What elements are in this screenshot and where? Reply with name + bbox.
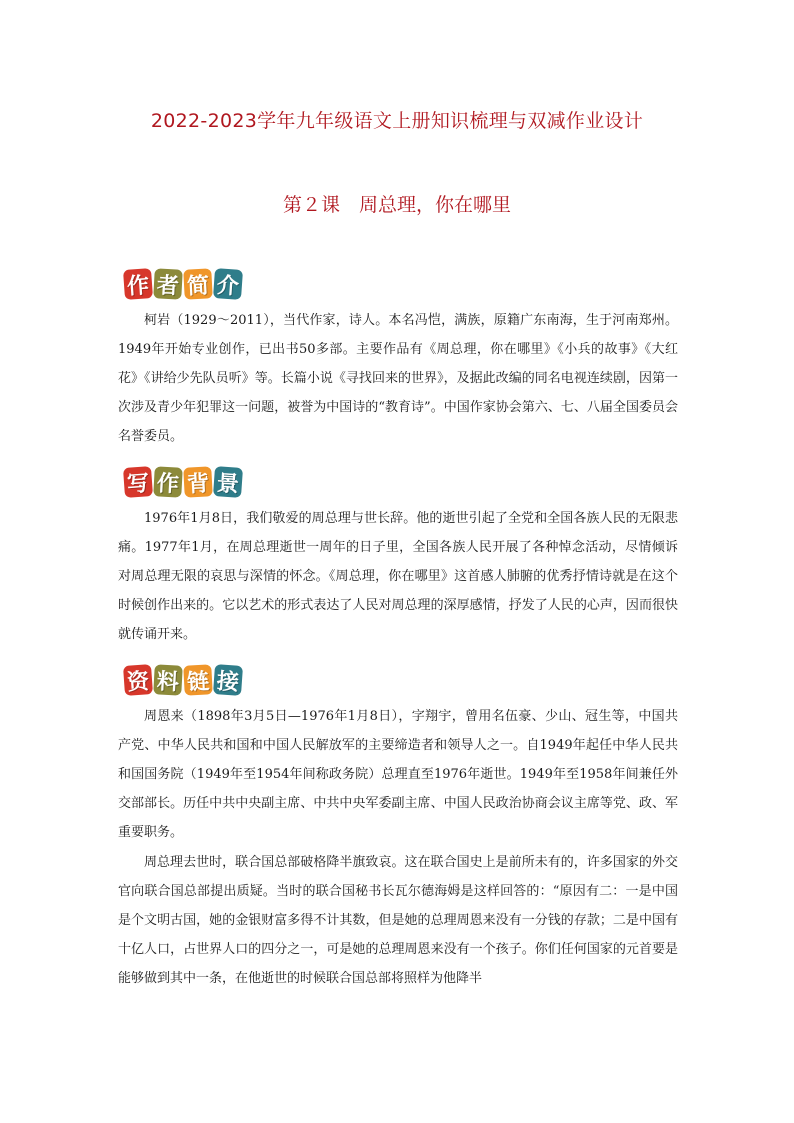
heading-tile: 接 (213, 664, 243, 696)
heading-tile: 料 (153, 664, 183, 695)
heading-tile: 背 (183, 466, 213, 497)
lesson-title: 第２课 周总理，你在哪里 (282, 194, 511, 216)
section-heading-writing-background (124, 464, 244, 500)
heading-tile: 写 (123, 466, 153, 498)
zhou-enlai-bio-paragraph: 周恩来（1898年3月5日—1976年1月8日），字翔宇，曾用名伍豪、少山、冠生等，中国共产党、中华人民共和国和中国人民解放军的主要缔造者和领导人之一。自1949年起任中华人民共和国国务院（1949年至1954年间称政务院）总理直至1976年逝世。1949年至1958年间兼任外交部部长。历任中共中央副主席、中共中央军委副主席、中国人民政治协商会议主席等党、政、军重要职务。 (118, 709, 678, 840)
heading-tile: 介 (213, 268, 243, 300)
un-flag-anecdote-paragraph: 周总理去世时，联合国总部破格降半旗致哀。这在联合国史上是前所未有的，许多国家的外交官向联合国总部提出质疑。当时的联合国秘书长瓦尔德海姆是这样回答的：“原因有二：一是中国是个文明古国，她的金银财富多得不计其数，但是她的总理周恩来没有一分钱的存款；二是中国有十亿人口，占世界人口的四分之一，可是她的总理周恩来没有一个孩子。你们任何国家的元首要是能够做到其中一条，在他逝世的时候联合国总部将照样为他降半 (118, 855, 678, 986)
heading-tile: 资 (123, 664, 153, 696)
section-heading-author-intro (124, 266, 244, 302)
heading-tile: 简 (183, 268, 213, 299)
author-intro-paragraph: 柯岩（1929～2011），当代作家，诗人。本名冯恺，满族，原籍广东南海，生于河南郑州。1949年开始专业创作，已出书50多部。主要作品有《周总理，你在哪里》《小兵的故事》《大红花》《讲给少先队员听》等。长篇小说《寻找回来的世界》，及据此改编的同名电视连续剧，因第一次涉及青少年犯罪这一问题，被誉为中国诗的“教育诗”。中国作家协会第六、七、八届全国委员会名誉委员。 (118, 313, 678, 444)
heading-tile: 景 (213, 466, 243, 498)
document-title: 2022-2023学年九年级语文上册知识梳理与双减作业设计 (150, 110, 644, 132)
writing-background-paragraph: 1976年1月8日，我们敬爱的周总理与世长辞。他的逝世引起了全党和全国各族人民的无限悲痛。1977年1月，在周总理逝世一周年的日子里，全国各族人民开展了各种悼念活动，尽情倾诉对周总理无限的哀思与深情的怀念。《周总理，你在哪里》这首感人肺腑的优秀抒情诗就是在这个时候创作出来的。它以艺术的形式表达了人民对周总理的深厚感情，抒发了人民的心声，因而很快就传诵开来。 (118, 511, 678, 642)
heading-tile: 链 (183, 664, 213, 695)
heading-tile: 作 (153, 466, 183, 497)
heading-tile: 者 (153, 268, 183, 299)
heading-tile: 作 (123, 268, 153, 300)
section-heading-reference-link (124, 662, 244, 698)
